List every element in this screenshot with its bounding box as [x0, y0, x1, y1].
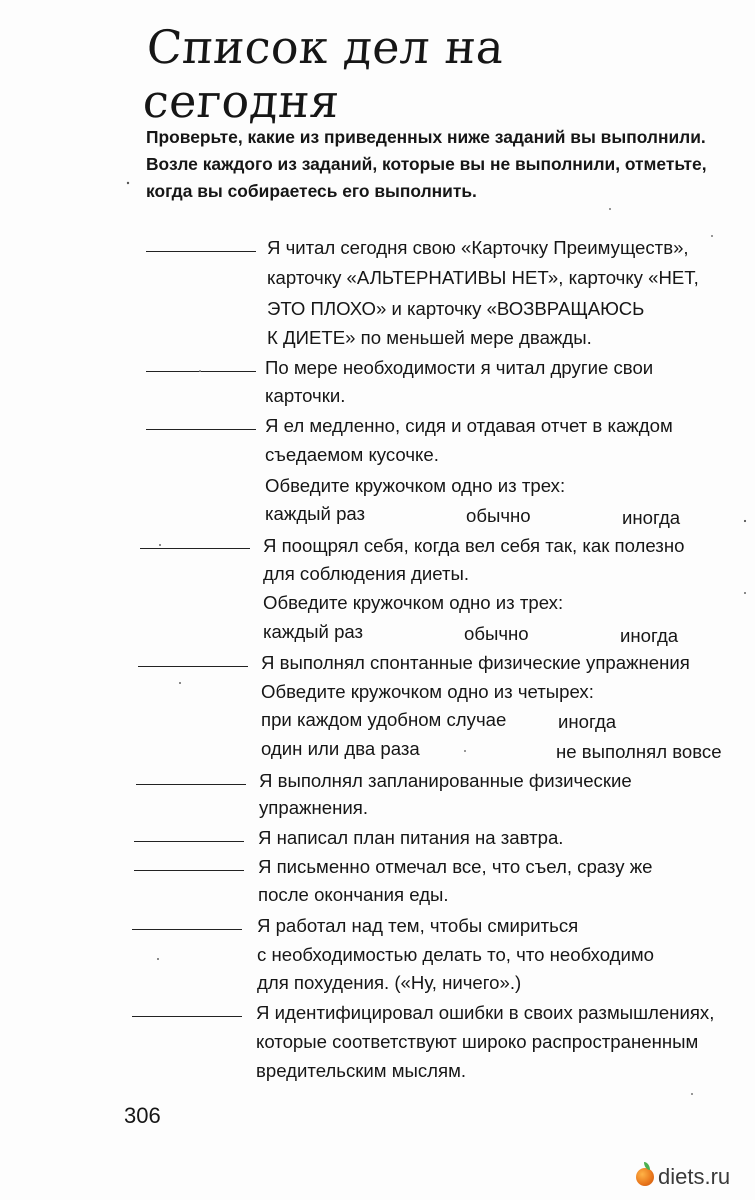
- item-4-line-1: Я поощрял себя, когда вел себя так, как полезно: [263, 535, 685, 556]
- item-4-line-2: для соблюдения диеты.: [263, 563, 470, 584]
- item-8-line-2: после окончания еды.: [258, 884, 449, 905]
- item-2-line-1: По мере необходимости я читал другие свои: [265, 357, 654, 378]
- page-number: 306: [124, 1103, 161, 1128]
- item-4-option-sometimes[interactable]: иногда: [620, 625, 679, 646]
- item-1-line-2: карточку «АЛЬТЕРНАТИВЫ НЕТ», карточку «НЕТ,: [267, 267, 699, 288]
- item-9-line-1: Я работал над тем, чтобы смириться: [257, 915, 579, 936]
- item-10-line-2: которые соответствуют широко распространенным: [256, 1031, 699, 1052]
- item-3-line-2: съедаемом кусочке.: [265, 444, 439, 465]
- intro-paragraph: Проверьте, какие из приведенных ниже заданий вы выполнили. Возле каждого из заданий, которые вы не выполнили, отметьте, когда вы собираетесь его выполнить.: [146, 127, 707, 201]
- item-3-prompt: Обведите кружочком одно из трех:: [265, 475, 566, 496]
- item-5-line-1: Я выполнял спонтанные физические упражнения: [261, 652, 690, 673]
- item-4-prompt: Обведите кружочком одно из трех:: [263, 592, 564, 613]
- item-4-option-usually[interactable]: обычно: [464, 623, 529, 644]
- item-10-line-1: Я идентифицировал ошибки в своих размышлениях,: [256, 1002, 715, 1023]
- item-1-line-4: К ДИЕТЕ» по меньшей мере дважды.: [267, 327, 592, 348]
- item-10-line-3: вредительским мыслям.: [256, 1060, 467, 1081]
- item-9-line-3: для похудения. («Ну, ничего».): [257, 972, 522, 993]
- item-5-option-every-opportunity[interactable]: при каждом удобном случае: [261, 709, 507, 730]
- item-1-line-3: ЭТО ПЛОХО» и карточку «ВОЗВРАЩАЮСЬ: [267, 298, 645, 319]
- item-5-option-once-or-twice[interactable]: один или два раза: [261, 738, 420, 759]
- item-8-line-1: Я письменно отмечал все, что съел, сразу же: [258, 856, 653, 877]
- page-title: Список дел на сегодня: [141, 20, 507, 128]
- item-7-line-1: Я написал план питания на завтра.: [258, 827, 564, 848]
- item-6-line-2: упражнения.: [259, 797, 368, 818]
- item-3-line-1: Я ел медленно, сидя и отдавая отчет в каждом: [265, 415, 673, 436]
- item-4-option-every-time[interactable]: каждый раз: [263, 621, 364, 642]
- watermark-text: diets.ru: [658, 1164, 731, 1189]
- item-9-line-2: с необходимостью делать то, что необходимо: [257, 944, 655, 965]
- item-3-option-usually[interactable]: обычно: [466, 505, 531, 526]
- item-5-prompt: Обведите кружочком одно из четырех:: [261, 681, 594, 702]
- item-2-line-2: карточки.: [265, 385, 346, 406]
- item-1-line-1: Я читал сегодня свою «Карточку Преимуществ»,: [267, 237, 689, 258]
- item-3-option-sometimes[interactable]: иногда: [622, 507, 681, 528]
- item-3-option-every-time[interactable]: каждый раз: [265, 503, 366, 524]
- item-5-option-sometimes[interactable]: иногда: [558, 711, 617, 732]
- item-6-line-1: Я выполнял запланированные физические: [259, 770, 632, 791]
- item-5-option-never[interactable]: не выполнял вовсе: [556, 741, 722, 762]
